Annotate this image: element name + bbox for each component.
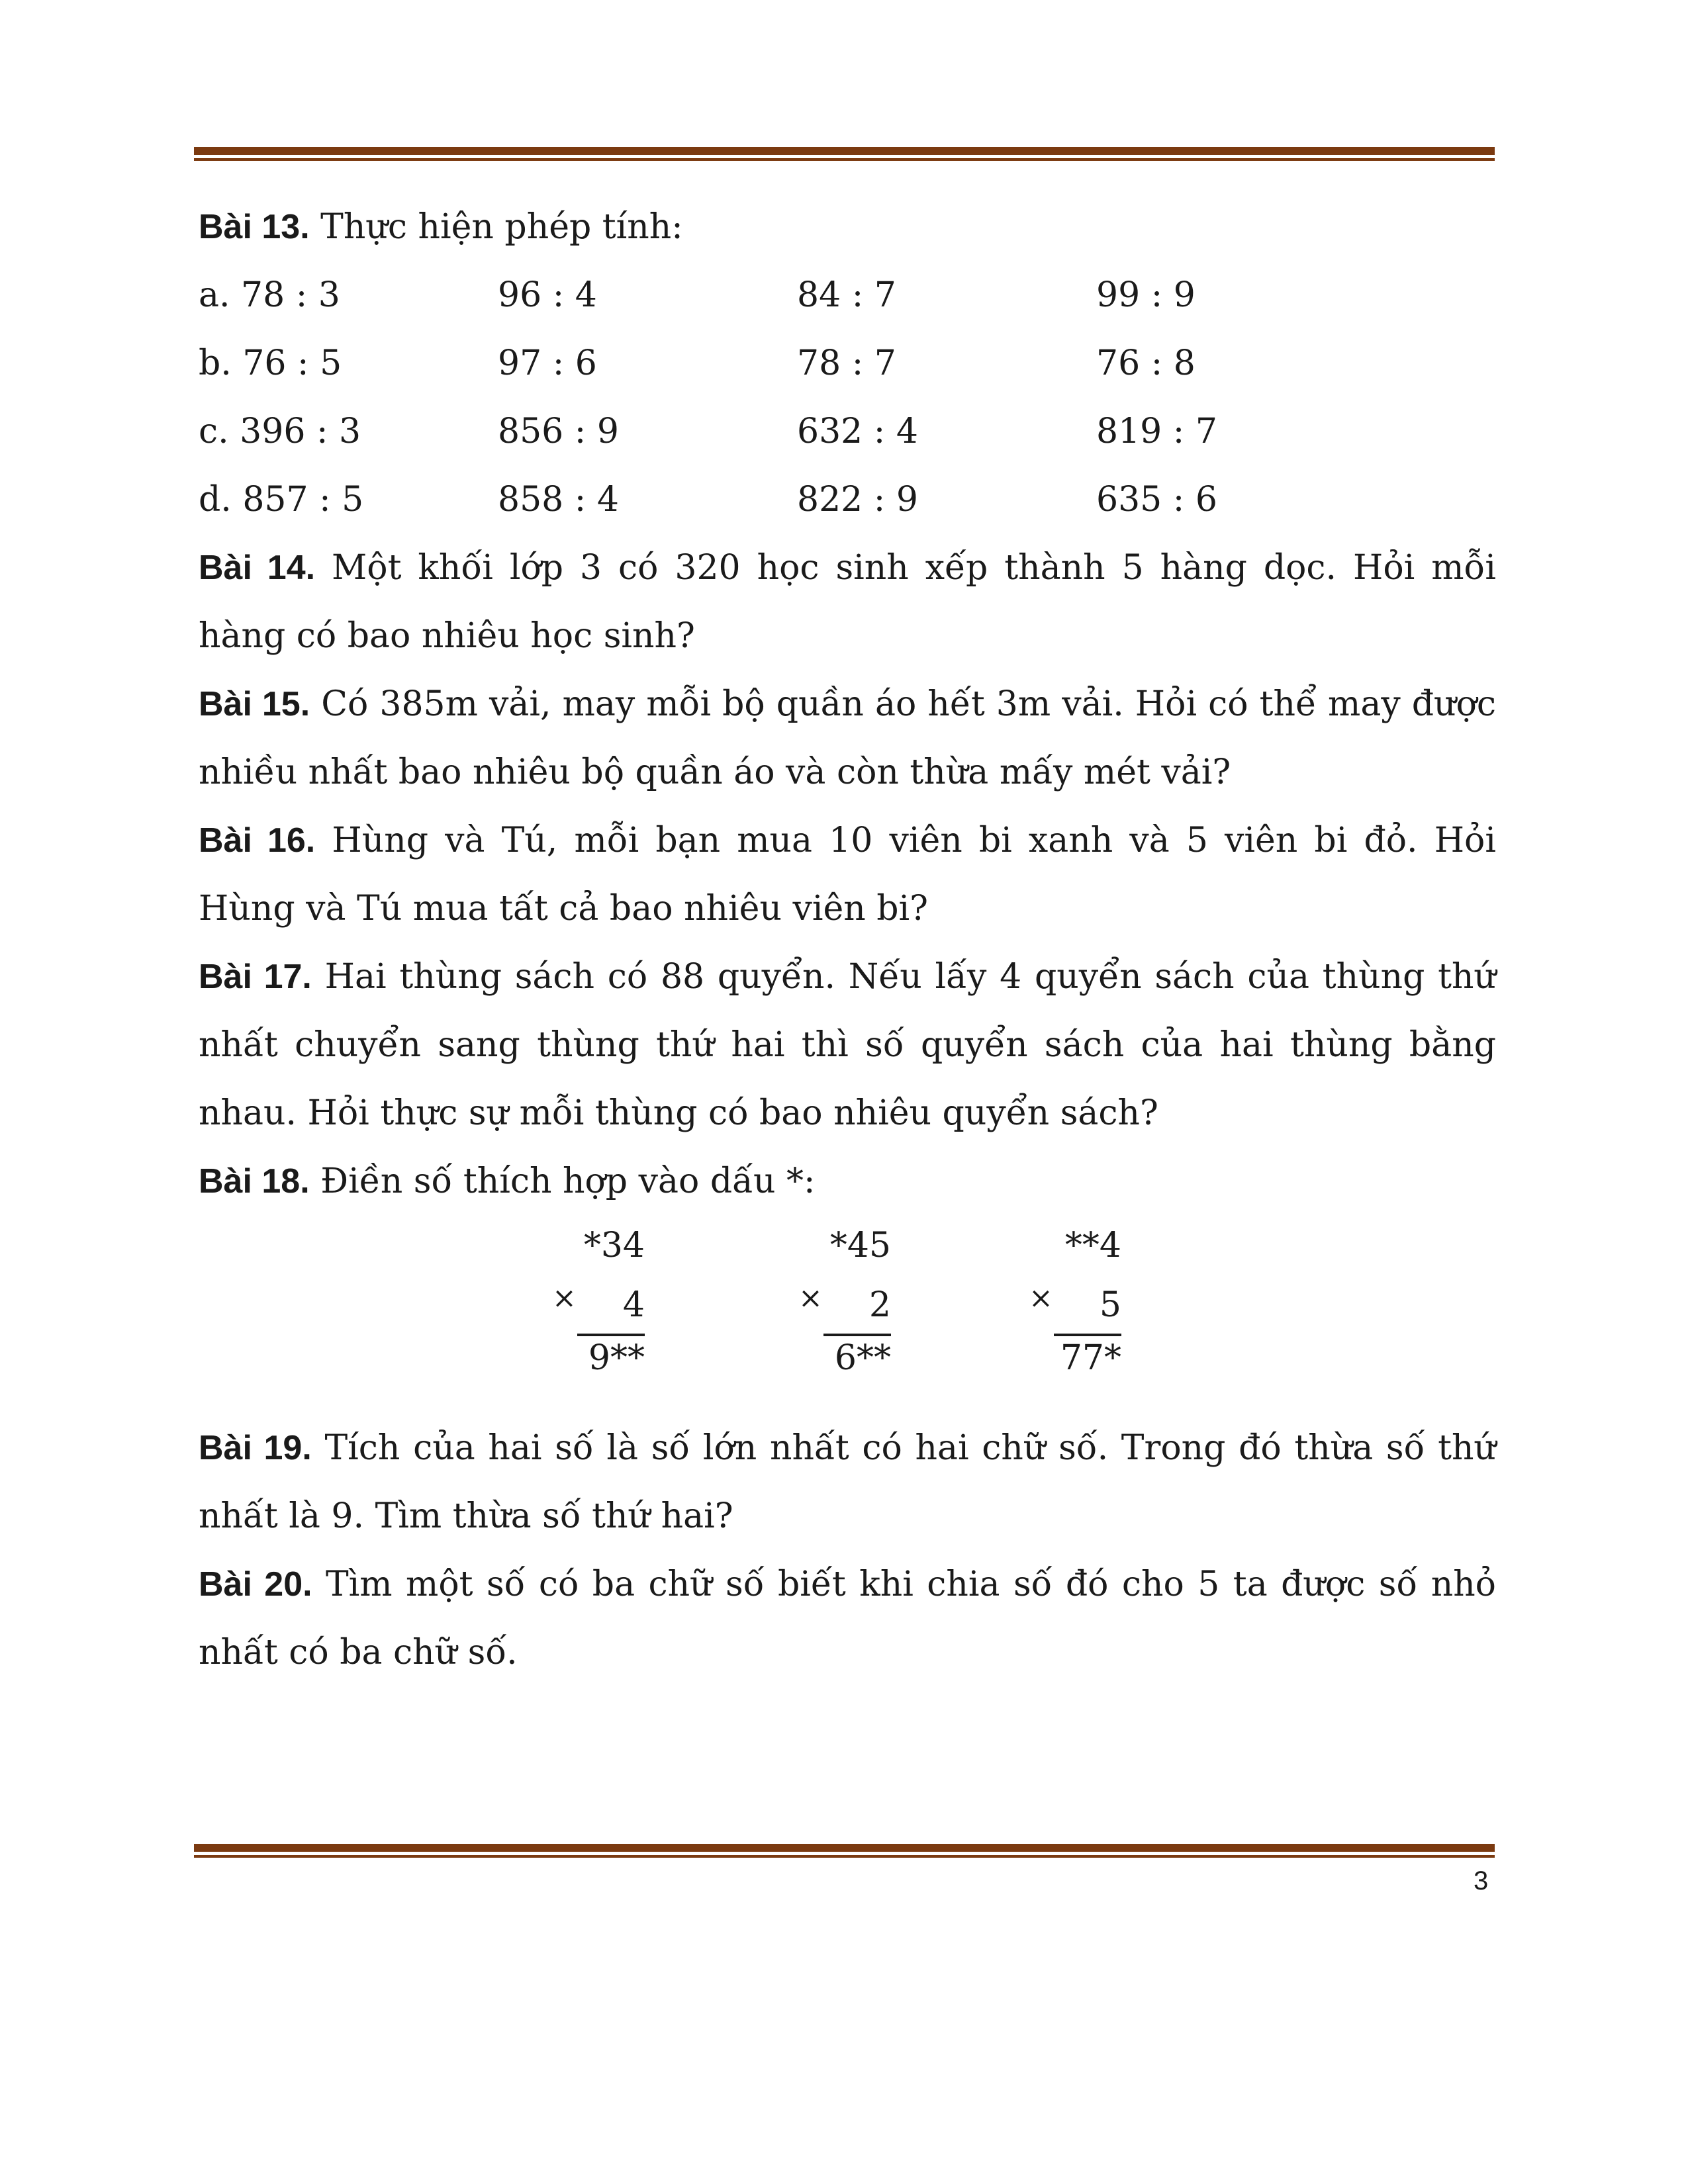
product: 77* <box>1060 1338 1121 1378</box>
division-item: 96 : 4 <box>498 275 597 315</box>
problem-label: Bài 16. <box>199 821 316 860</box>
division-item: 78 : 7 <box>797 343 896 383</box>
multiplicand: *34 <box>583 1226 645 1265</box>
division-row-d <box>199 466 1496 534</box>
division-item: 76 : 8 <box>1096 343 1196 383</box>
division-item: 632 : 4 <box>797 412 918 451</box>
division-item: 84 : 7 <box>797 275 896 315</box>
times-sign: × <box>798 1281 823 1315</box>
problem-label: Bài 19. <box>199 1429 312 1467</box>
problem-13-heading <box>199 193 1496 261</box>
times-sign: × <box>552 1281 577 1315</box>
problem-label: Bài 20. <box>199 1565 312 1604</box>
problem-16 <box>199 807 1496 943</box>
problem-20 <box>199 1551 1496 1687</box>
problem-text: Một khối lớp 3 có 320 học sinh xếp thành 5 hàng dọc. Hỏi mỗi hàng có bao nhiêu học sinh? <box>199 548 1496 656</box>
problem-19 <box>199 1414 1496 1551</box>
multiplier: 5 <box>1099 1285 1121 1325</box>
worksheet-content <box>199 193 1496 1687</box>
problem-text: Tìm một số có ba chữ số biết khi chia số đó cho 5 ta được số nhỏ nhất có ba chữ số. <box>199 1565 1496 1672</box>
division-row-a <box>199 261 1496 330</box>
division-item: a. 78 : 3 <box>199 275 340 315</box>
problem-18-heading <box>199 1148 1496 1216</box>
problem-label: Bài 13. <box>199 208 310 246</box>
multiplier: 2 <box>868 1285 891 1325</box>
multiplicand: *45 <box>829 1226 891 1265</box>
multiplicand: **4 <box>1064 1226 1121 1265</box>
division-item: 97 : 6 <box>498 343 597 383</box>
problem-14 <box>199 534 1496 670</box>
division-item: b. 76 : 5 <box>199 343 342 383</box>
division-item: 99 : 9 <box>1096 275 1196 315</box>
header-rule <box>194 147 1495 161</box>
multiplication-puzzles <box>199 1216 1496 1414</box>
problem-text: Thực hiện phép tính: <box>309 207 683 247</box>
times-sign: × <box>1029 1281 1053 1315</box>
problem-15 <box>199 670 1496 807</box>
product: 6** <box>834 1338 891 1378</box>
problem-text: Tích của hai số là số lớn nhất có hai chữ số. Trong đó thừa số thứ nhất là 9. Tìm thừa số thứ hai? <box>199 1428 1496 1536</box>
problem-17 <box>199 943 1496 1148</box>
problem-label: Bài 18. <box>199 1162 310 1201</box>
problem-text: Điền số thích hợp vào dấu *: <box>309 1161 816 1201</box>
division-item: 819 : 7 <box>1096 412 1217 451</box>
product: 9** <box>588 1338 645 1378</box>
division-item: 858 : 4 <box>498 480 619 520</box>
multiplier: 4 <box>622 1285 645 1325</box>
division-item: c. 396 : 3 <box>199 412 361 451</box>
division-item: 856 : 9 <box>498 412 619 451</box>
problem-text: Hùng và Tú, mỗi bạn mua 10 viên bi xanh và 5 viên bi đỏ. Hỏi Hùng và Tú mua tất cả bao nhiêu viên bi? <box>199 821 1496 929</box>
problem-text: Hai thùng sách có 88 quyển. Nếu lấy 4 quyển sách của thùng thứ nhất chuyển sang thùng thứ hai thì số quyển sách của hai thùng bằng nhau. Hỏi thực sự mỗi thùng có bao nhiêu quyển sách? <box>199 957 1496 1133</box>
division-row-c <box>199 398 1496 466</box>
problem-label: Bài 15. <box>199 685 310 723</box>
division-item: 822 : 9 <box>797 480 918 520</box>
problem-label: Bài 14. <box>199 549 316 587</box>
footer-rule <box>194 1844 1495 1858</box>
problem-label: Bài 17. <box>199 958 312 996</box>
problem-text: Có 385m vải, may mỗi bộ quần áo hết 3m vải. Hỏi có thể may được nhiều nhất bao nhiêu bộ quần áo và còn thừa mấy mét vải? <box>199 684 1497 792</box>
division-item: d. 857 : 5 <box>199 480 364 520</box>
page-number: 3 <box>1474 1866 1489 1895</box>
division-item: 635 : 6 <box>1096 480 1217 520</box>
division-row-b <box>199 330 1496 398</box>
